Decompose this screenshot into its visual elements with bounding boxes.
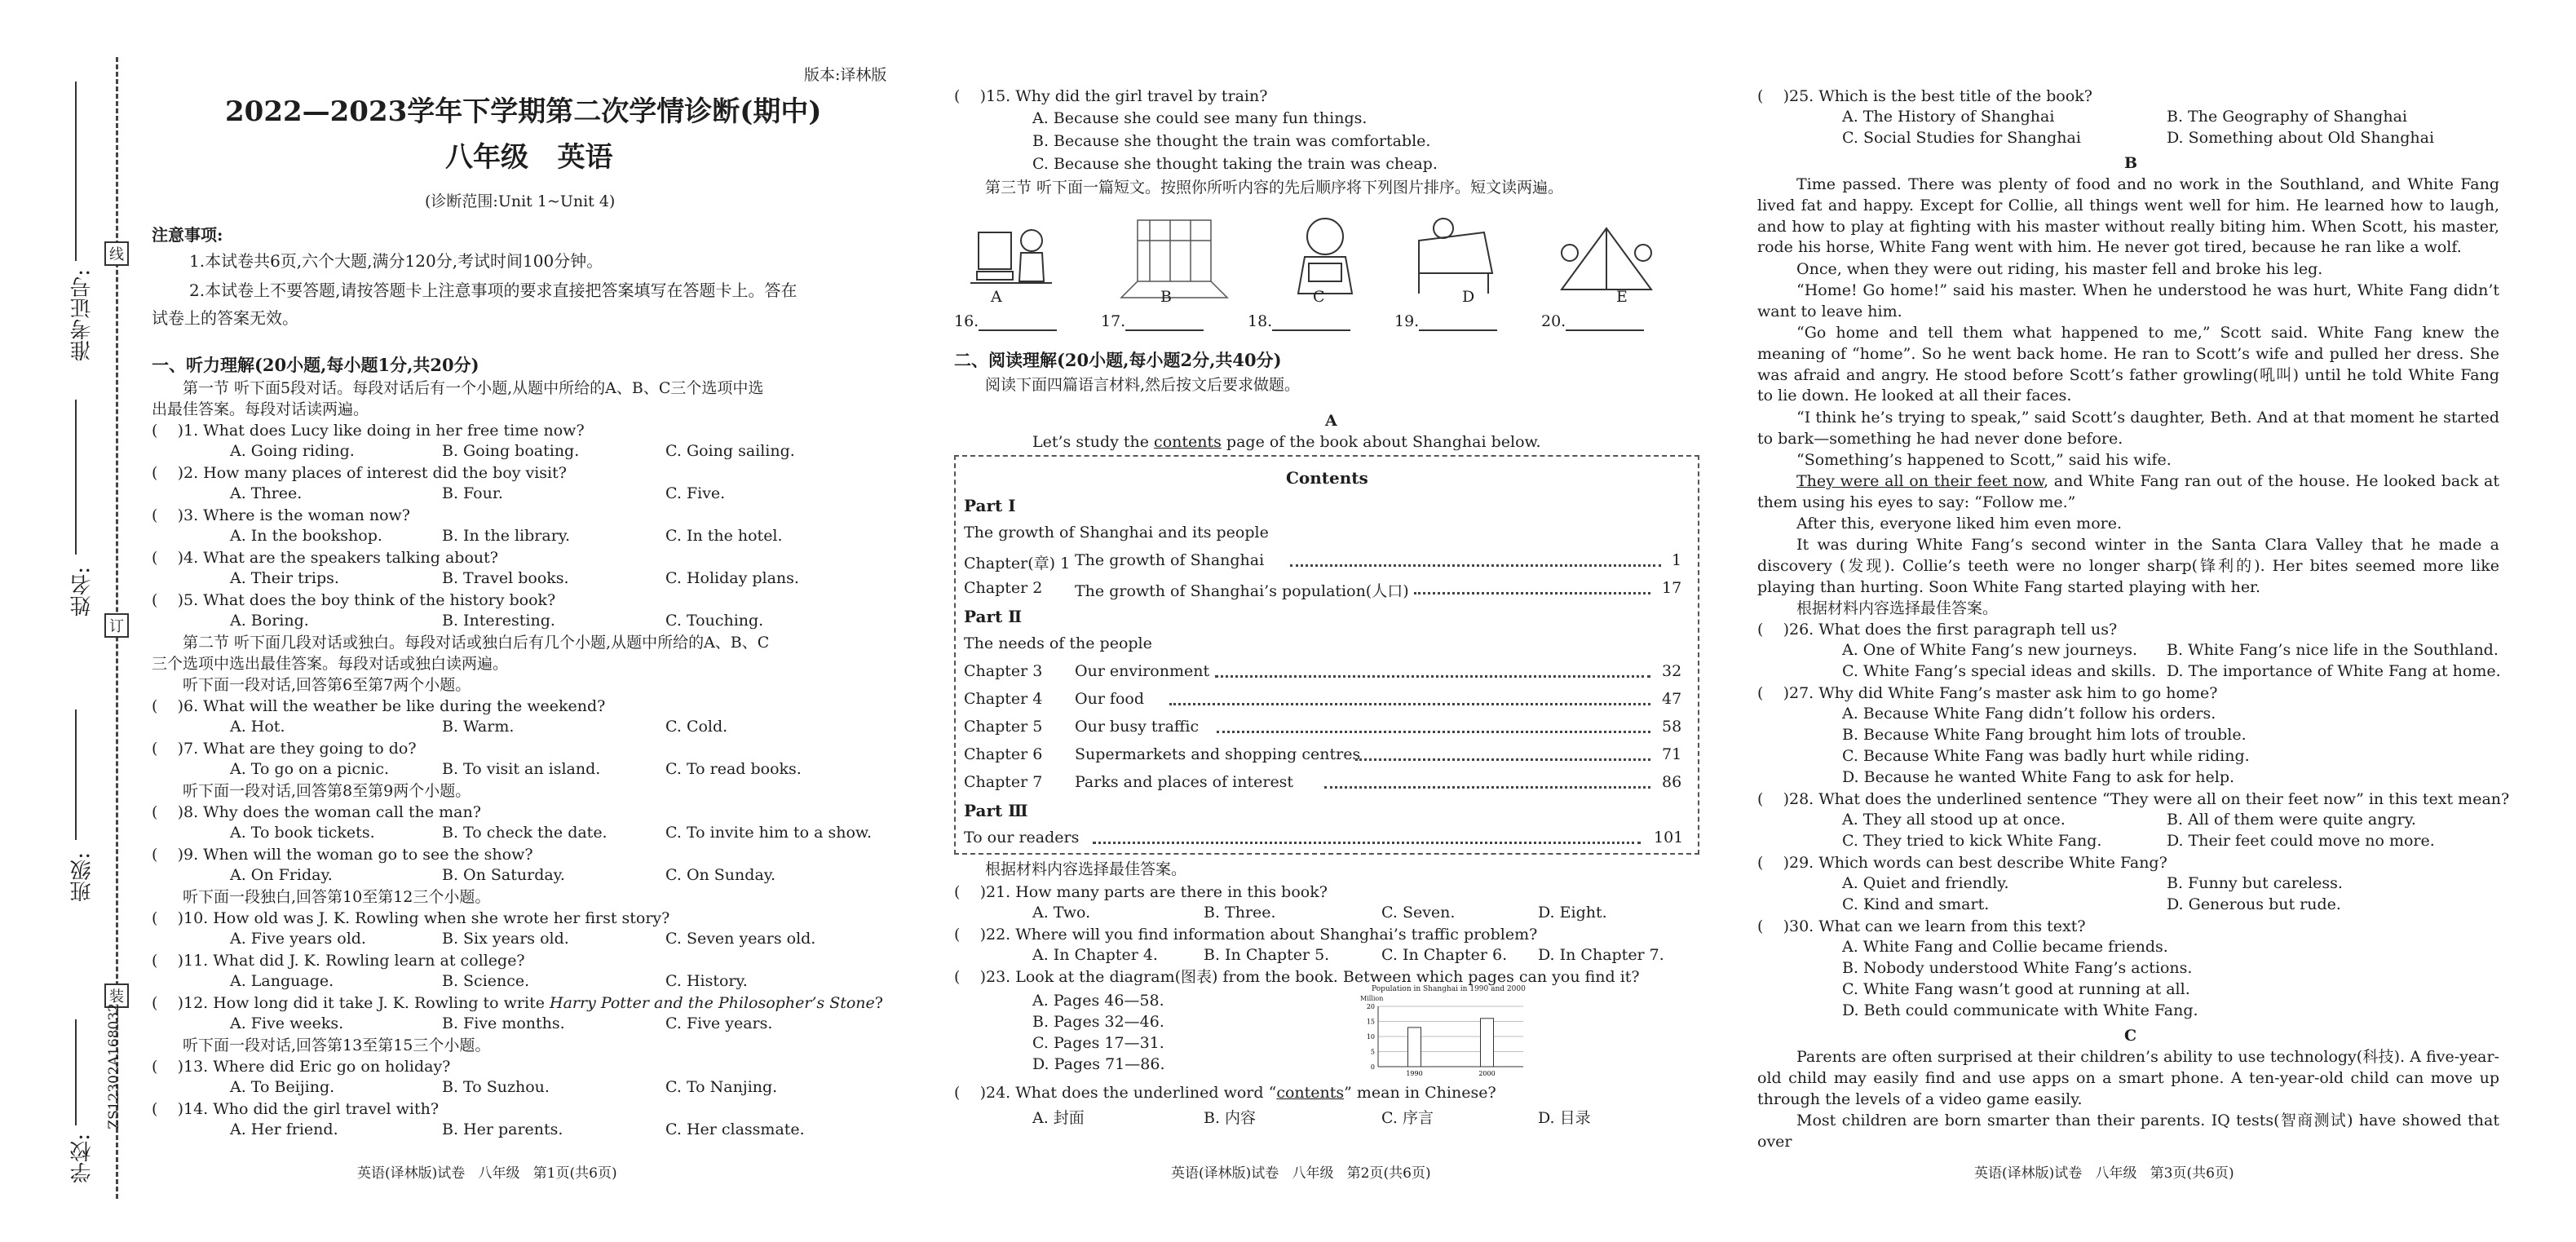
toc-ch7-leader	[1324, 786, 1650, 789]
q24-option-a[interactable]: A. 封面	[1032, 1109, 1085, 1127]
q23-option-c[interactable]: C. Pages 17—31.	[1032, 1034, 1164, 1052]
q24-stem-end: ” mean in Chinese?	[1344, 1084, 1496, 1102]
picture-label-c: C	[1313, 288, 1325, 306]
toc-part-2-desc: The needs of the people	[964, 634, 1152, 652]
q21-option-c[interactable]: C. Seven.	[1381, 904, 1456, 922]
contents-title: Contents	[1286, 468, 1368, 488]
toc-ch7-title[interactable]: Parks and places of interest	[1075, 773, 1294, 791]
diagram-plot	[1360, 1003, 1531, 1081]
note-2: 2.本试卷上不要答题,请按答题卡上注意事项的要求直接把答案填写在答题卡上。答在	[189, 281, 798, 300]
q5-stem: ( )5. What does the boy think of the history book?	[152, 591, 556, 609]
q15-option-b[interactable]: B. Because she thought the train was comfortable.	[1032, 132, 1431, 150]
diagram-title: Population in Shanghai in 1990 and 2000	[1372, 985, 1526, 993]
q9-stem: ( )9. When will the woman go to see the show?	[152, 846, 533, 864]
q13-stem: ( )13. Where did Eric go on holiday?	[152, 1058, 451, 1076]
passage-b-para-7-rest: , and White Fang ran out of the house. He looked back at them using his eyes to say: “Follow me.”	[1757, 472, 2499, 511]
sec2-intro-2: 三个选项中选出最佳答案。每段对话或独白读两遍。	[152, 655, 509, 673]
contents-underlined: contents	[1154, 433, 1222, 451]
q23-option-a[interactable]: A. Pages 46—58.	[1032, 992, 1164, 1010]
passage-a-intro-end: page of the book about Shanghai below.	[1221, 433, 1541, 451]
toc-part-1-desc: The growth of Shanghai and its people	[964, 524, 1269, 541]
q26-stem: ( )26. What does the first paragraph tell us?	[1757, 621, 2118, 639]
toc-readers-page: 101	[1654, 829, 1684, 846]
toc-ch4-page: 47	[1662, 690, 1682, 708]
toc-ch1-title[interactable]: The growth of Shanghai	[1075, 551, 1265, 569]
q6-option-c[interactable]: C. Cold.	[665, 718, 728, 736]
sec2-intro-1: 第二节 听下面几段对话或独白。每段对话或独白后有几个小题,从题中所给的A、B、C	[183, 634, 770, 652]
passage-b-para-6: “Something’s happened to Scott,” said his wife.	[1796, 451, 2172, 469]
q28-option-b[interactable]: B. All of them were quite angry.	[2167, 811, 2416, 829]
toc-ch3-title[interactable]: Our environment	[1075, 662, 1210, 680]
q27-option-d[interactable]: D. Because he wanted White Fang to ask for help.	[1842, 768, 2235, 786]
q30-option-b[interactable]: B. Nobody understood White Fang’s actions.	[1842, 959, 2193, 977]
q11-stem: ( )11. What did J. K. Rowling learn at college?	[152, 952, 525, 970]
q2-option-a[interactable]: A. Three.	[230, 484, 303, 502]
q30-stem: ( )30. What can we learn from this text?	[1757, 917, 2086, 935]
passage-b-para-7	[1757, 471, 2499, 514]
picture-label-a: A	[991, 288, 1002, 306]
diagram-bar	[1408, 1028, 1421, 1067]
sec1-intro-1: 第一节 听下面5段对话。每段对话后有一个小题,从题中所给的A、B、C三个选项中选	[183, 379, 764, 397]
blank-16-label: 16.	[954, 312, 979, 330]
school-label: 学校:	[70, 1134, 95, 1183]
q25-option-b[interactable]: B. The Geography of Shanghai	[2167, 108, 2407, 126]
q26-option-c[interactable]: C. White Fang’s special ideas and skills.	[1842, 662, 2157, 680]
q1-option-c[interactable]: C. Going sailing.	[665, 442, 795, 460]
page-3	[1757, 0, 2508, 1242]
q13-option-c[interactable]: C. To Nanjing.	[665, 1078, 778, 1096]
toc-readers-leader	[1093, 842, 1641, 844]
note-1: 1.本试卷共6页,六个大题,满分120分,考试时间100分钟。	[189, 251, 603, 271]
q4-option-a[interactable]: A. Their trips.	[230, 569, 339, 587]
toc-ch2-leader	[1414, 592, 1650, 594]
q27-option-b[interactable]: B. Because White Fang brought him lots of trouble.	[1842, 726, 2247, 744]
q11-option-c[interactable]: C. History.	[665, 972, 748, 990]
q30-option-d[interactable]: D. Beth could communicate with White Fang.	[1842, 1001, 2198, 1019]
q25-option-a[interactable]: A. The History of Shanghai	[1842, 108, 2055, 126]
toc-ch6-leader	[1355, 758, 1650, 761]
q6-option-a[interactable]: A. Hot.	[230, 718, 285, 736]
q15-stem: ( )15. Why did the girl travel by train?	[954, 87, 1268, 105]
paper-code: ZS12302A168032	[106, 1003, 122, 1129]
q24-stem	[954, 1083, 1496, 1103]
answer-blank-20[interactable]	[1541, 312, 1644, 331]
picture-a-computer	[970, 230, 1052, 283]
passage-a-intro	[1032, 432, 1541, 452]
passage-b-para-4: “Go home and tell them what happened to me,” Scott said. White Fang knew the meaning of “home”. So he went back home. He ran to Scott’s wife and pulled her dress. She was afraid and angry. He stood before Scott’s father growling(吼叫) until he told White Fang to lie down. He looked at all their faces.	[1757, 324, 2499, 405]
contents-box	[954, 455, 1699, 855]
q15-option-a[interactable]: A. Because she could see many fun things.	[1032, 109, 1368, 127]
exam-scope: (诊断范围:Unit 1~Unit 4)	[425, 192, 616, 210]
passage-b-para-9: It was during White Fang’s second winter in the Santa Clara Valley that he made a discovery (发现). Collie’s teeth were no longer sharp(锋利的). Her bites seemed more like playing than hurting. Soon White Fang started playing with her.	[1757, 536, 2499, 596]
q22-option-b[interactable]: B. In Chapter 5.	[1204, 946, 1330, 964]
note-3: 试卷上的答案无效。	[152, 308, 298, 328]
q30-option-a[interactable]: A. White Fang and Collie became friends.	[1842, 938, 2168, 956]
name-label: 姓名:	[70, 567, 95, 617]
diagram-y-tick: 5	[1370, 1048, 1375, 1056]
passage-a-choose: 根据材料内容选择最佳答案。	[985, 860, 1187, 878]
toc-ch4-label: Chapter 4	[964, 690, 1043, 708]
q6-option-b[interactable]: B. Warm.	[442, 718, 515, 736]
passage-b-para-5: “I think he’s trying to speak,” said Scott’s daughter, Beth. And at that moment he started to bark—something he had never done before.	[1757, 409, 2499, 448]
q25-stem: ( )25. Which is the best title of the book?	[1757, 87, 2092, 105]
diagram-bar	[1481, 1019, 1494, 1067]
toc-ch5-title[interactable]: Our busy traffic	[1075, 718, 1200, 736]
q9-option-a[interactable]: A. On Friday.	[230, 866, 333, 884]
binding-margin	[0, 0, 139, 1242]
q28-stem: ( )28. What does the underlined sentence “They were all on their feet now” in this text mean?	[1757, 790, 2510, 808]
toc-ch1-leader	[1290, 564, 1661, 567]
q10-option-b[interactable]: B. Six years old.	[442, 930, 569, 948]
q29-option-b[interactable]: B. Funny but careless.	[2167, 874, 2343, 892]
exam-id-line[interactable]	[75, 82, 77, 261]
diagram-x-label: 1990	[1406, 1070, 1423, 1077]
q12-option-c[interactable]: C. Five years.	[665, 1014, 773, 1032]
q26-option-d[interactable]: D. The importance of White Fang at home.	[2167, 662, 2501, 680]
q30-option-c[interactable]: C. White Fang wasn’t good at running at all.	[1842, 980, 2190, 998]
toc-ch2-label: Chapter 2	[964, 579, 1043, 597]
q9-option-b[interactable]: B. On Saturday.	[442, 866, 565, 884]
q22-stem: ( )22. Where will you find information about Shanghai’s traffic problem?	[954, 926, 1538, 944]
toc-ch6-page: 71	[1662, 745, 1682, 763]
q28-option-a[interactable]: A. They all stood up at once.	[1842, 811, 2066, 829]
q2-stem: ( )2. How many places of interest did the boy visit?	[152, 464, 567, 482]
q5-option-c[interactable]: C. Touching.	[665, 612, 764, 630]
picture-b-city	[1121, 220, 1227, 298]
blank-18-label: 18.	[1248, 312, 1273, 330]
q8-option-a[interactable]: A. To book tickets.	[230, 824, 375, 842]
q9-option-c[interactable]: C. On Sunday.	[665, 866, 776, 884]
footer-page-2: 英语(译林版)试卷 八年级 第2页(共6页)	[1171, 1165, 1431, 1182]
q4-option-c[interactable]: C. Holiday plans.	[665, 569, 799, 587]
edition-label: 版本:译林版	[804, 66, 887, 84]
q21-stem: ( )21. How many parts are there in this book?	[954, 883, 1328, 901]
toc-ch6-title[interactable]: Supermarkets and shopping centres	[1075, 745, 1361, 763]
diagram-y-tick: 10	[1366, 1033, 1375, 1041]
toc-ch1-label: Chapter(章) 1	[964, 555, 1071, 572]
q23-option-d[interactable]: D. Pages 71—86.	[1032, 1055, 1165, 1073]
q12-option-b[interactable]: B. Five months.	[442, 1014, 565, 1032]
toc-readers[interactable]: To our readers	[964, 829, 1080, 846]
answer-blank-17[interactable]	[1101, 312, 1204, 331]
q28-option-c[interactable]: C. They tried to kick White Fang.	[1842, 832, 2102, 850]
class-label: 班级:	[70, 852, 95, 902]
toc-ch2-page: 17	[1662, 579, 1682, 597]
passage-a-intro-text: Let’s study the	[1032, 433, 1155, 451]
q26-option-a[interactable]: A. One of White Fang’s new journeys.	[1842, 641, 2138, 659]
q7-option-c[interactable]: C. To read books.	[665, 760, 802, 778]
q5-option-a[interactable]: A. Boring.	[230, 612, 309, 630]
picture-e-tent	[1562, 228, 1651, 290]
passage-b-para-3: “Home! Go home!” said his master. When he understood he was hurt, White Fang didn’t want to leave him.	[1757, 281, 2499, 320]
part1-heading: 一、听力理解(20小题,每小题1分,共20分)	[152, 355, 479, 375]
diagram-x-label: 2000	[1478, 1070, 1496, 1077]
toc-part-2: Part Ⅱ	[964, 607, 1023, 626]
q23-stem: ( )23. Look at the diagram(图表) from the book. Between which pages can you find it?	[954, 968, 1640, 986]
q27-stem: ( )27. Why did White Fang’s master ask him to go home?	[1757, 684, 2218, 702]
toc-ch3-page: 32	[1662, 662, 1682, 680]
passage-c-para-2: Most children are born smarter than their parents. IQ tests(智商测试) have showed that over	[1757, 1112, 2499, 1151]
underlined-sentence: They were all on their feet now	[1796, 472, 2044, 490]
toc-part-3: Part Ⅲ	[964, 801, 1028, 820]
q14-option-b[interactable]: B. Her parents.	[442, 1120, 563, 1138]
toc-ch4-leader	[1169, 703, 1650, 705]
q29-option-c[interactable]: C. Kind and smart.	[1842, 895, 1990, 913]
q29-option-a[interactable]: A. Quiet and friendly.	[1842, 874, 2009, 892]
diagram-y-tick: 0	[1370, 1063, 1375, 1071]
population-diagram	[1360, 985, 1531, 1081]
q11-option-b[interactable]: B. Science.	[442, 972, 530, 990]
exam-subtitle: 八年级 英语	[445, 141, 613, 174]
q12-stem	[152, 993, 883, 1013]
binding-mark-top: 线	[104, 241, 129, 266]
q24-option-c[interactable]: C. 序言	[1381, 1109, 1434, 1127]
q8-stem: ( )8. Why does the woman call the man?	[152, 803, 481, 821]
q3-option-b[interactable]: B. In the library.	[442, 527, 571, 545]
passage-b-para-1: Time passed. There was plenty of food and no work in the Southland, and White Fang lived fat and happy. Except for Collie, all things went well for him. He learned how to laugh, and how to play at fighting with his master without really biting him. When Scott, his master, rode his horse, White Fang went with him. He never got tired, because he ran like a wolf.	[1757, 175, 2499, 257]
q7-option-b[interactable]: B. To visit an island.	[442, 760, 601, 778]
q24-option-d[interactable]: D. 目录	[1538, 1109, 1591, 1127]
q27-option-c[interactable]: C. Because White Fang was badly hurt while riding.	[1842, 747, 2250, 765]
picture-label-e: E	[1616, 288, 1628, 306]
q24-stem-text: ( )24. What does the underlined word “	[954, 1084, 1277, 1102]
blank-20-label: 20.	[1541, 312, 1566, 330]
footer-page-3: 英语(译林版)试卷 八年级 第3页(共6页)	[1974, 1165, 2234, 1182]
q28-option-d[interactable]: D. Their feet could move no more.	[2167, 832, 2435, 850]
q13-option-a[interactable]: A. To Beijing.	[230, 1078, 335, 1096]
answer-blank-18[interactable]	[1248, 312, 1350, 331]
q6-stem: ( )6. What will the weather be like during the weekend?	[152, 697, 606, 715]
q7-stem: ( )7. What are they going to do?	[152, 740, 417, 758]
q29-stem: ( )29. Which words can best describe White Fang?	[1757, 854, 2167, 872]
q25-option-c[interactable]: C. Social Studies for Shanghai	[1842, 129, 2081, 147]
q11-option-a[interactable]: A. Language.	[230, 972, 334, 990]
toc-part-1: Part Ⅰ	[964, 496, 1016, 515]
toc-ch7-label: Chapter 7	[964, 773, 1043, 791]
q12-book-title: Harry Potter and the Philosopher’s Stone	[550, 994, 875, 1012]
part2-intro: 阅读下面四篇语言材料,然后按文后要求做题。	[985, 376, 1301, 394]
q4-stem: ( )4. What are the speakers talking about?	[152, 549, 498, 567]
q21-option-a[interactable]: A. Two.	[1032, 904, 1091, 922]
page-1	[152, 0, 902, 1242]
q24-option-b[interactable]: B. 内容	[1204, 1109, 1257, 1127]
q5-option-b[interactable]: B. Interesting.	[442, 612, 555, 630]
binding-mark-mid: 订	[104, 613, 129, 638]
q21-option-d[interactable]: D. Eight.	[1538, 904, 1607, 922]
q8-option-b[interactable]: B. To check the date.	[442, 824, 608, 842]
picture-label-d: D	[1462, 288, 1475, 306]
page-2	[954, 0, 1712, 1242]
q7-option-a[interactable]: A. To go on a picnic.	[230, 760, 390, 778]
q3-option-a[interactable]: A. In the bookshop.	[230, 527, 382, 545]
q27-option-a[interactable]: A. Because White Fang didn’t follow his orders.	[1842, 705, 2216, 723]
answer-blank-16[interactable]	[954, 312, 1057, 331]
toc-ch5-leader	[1217, 731, 1650, 733]
answer-blank-19[interactable]	[1394, 312, 1497, 331]
q12-option-a[interactable]: A. Five weeks.	[230, 1014, 344, 1032]
part2-heading: 二、阅读理解(20小题,每小题2分,共40分)	[954, 350, 1282, 370]
dialogue-8-9-intro: 听下面一段对话,回答第8至第9两个小题。	[183, 782, 471, 800]
passage-c-label: C	[2124, 1027, 2137, 1045]
diagram-y-tick: 20	[1366, 1003, 1375, 1010]
school-line[interactable]	[75, 1019, 77, 1125]
q1-option-a[interactable]: A. Going riding.	[230, 442, 355, 460]
name-line[interactable]	[75, 400, 77, 555]
toc-ch5-label: Chapter 5	[964, 718, 1043, 736]
q10-option-c[interactable]: C. Seven years old.	[665, 930, 816, 948]
toc-ch6-label: Chapter 6	[964, 745, 1043, 763]
q25-option-d[interactable]: D. Something about Old Shanghai	[2167, 129, 2435, 147]
footer-page-1: 英语(译林版)试卷 八年级 第1页(共6页)	[357, 1165, 617, 1182]
q22-option-d[interactable]: D. In Chapter 7.	[1538, 946, 1664, 964]
exam-title: 2022—2023学年下学期第二次学情诊断(期中)	[225, 95, 822, 128]
q22-option-a[interactable]: A. In Chapter 4.	[1032, 946, 1158, 964]
q15-option-c[interactable]: C. Because she thought taking the train was cheap.	[1032, 155, 1438, 173]
q22-option-c[interactable]: C. In Chapter 6.	[1381, 946, 1508, 964]
q14-stem: ( )14. Who did the girl travel with?	[152, 1100, 440, 1118]
toc-ch3-leader	[1215, 675, 1650, 678]
picture-c-girl-reading	[1298, 219, 1352, 294]
toc-ch4-title[interactable]: Our food	[1075, 690, 1145, 708]
blank-17-label: 17.	[1101, 312, 1126, 330]
toc-ch5-page: 58	[1662, 718, 1682, 736]
q8-option-c[interactable]: C. To invite him to a show.	[665, 824, 872, 842]
q23-option-b[interactable]: B. Pages 32—46.	[1032, 1013, 1164, 1031]
q29-option-d[interactable]: D. Generous but rude.	[2167, 895, 2341, 913]
q2-option-c[interactable]: C. Five.	[665, 484, 726, 502]
passage-b-label: B	[2124, 154, 2138, 172]
class-line[interactable]	[75, 709, 77, 840]
monologue-10-12-intro: 听下面一段独白,回答第10至第12三个小题。	[183, 888, 491, 906]
sec1-intro-2: 出最佳答案。每段对话读两遍。	[152, 400, 369, 418]
q10-stem: ( )10. How old was J. K. Rowling when she wrote her first story?	[152, 909, 670, 927]
dialogue-6-7-intro: 听下面一段对话,回答第6至第7两个小题。	[183, 676, 471, 694]
sec3-intro: 第三节 听下面一篇短文。按照你所听内容的先后顺序将下列图片排序。短文读两遍。	[985, 179, 1564, 197]
q21-option-b[interactable]: B. Three.	[1204, 904, 1276, 922]
q1-option-b[interactable]: B. Going boating.	[442, 442, 580, 460]
q26-option-b[interactable]: B. White Fang’s nice life in the Southland.	[2167, 641, 2499, 659]
passage-b-para-8: After this, everyone liked him even more.	[1796, 515, 2122, 533]
picture-d-piano	[1419, 219, 1492, 294]
diagram-y-tick: 15	[1366, 1018, 1375, 1026]
passage-b-para-2: Once, when they were out riding, his master fell and broke his leg.	[1796, 260, 2323, 278]
binding-mark-bot: 装	[104, 983, 129, 1008]
passage-a-label: A	[1325, 412, 1337, 430]
q1-stem: ( )1. What does Lucy like doing in her free time now?	[152, 422, 585, 440]
q4-option-b[interactable]: B. Travel books.	[442, 569, 569, 587]
q3-stem: ( )3. Where is the woman now?	[152, 506, 410, 524]
exam-id-label: 准考证号:	[70, 269, 95, 361]
q3-option-c[interactable]: C. In the hotel.	[665, 527, 783, 545]
picture-label-b: B	[1160, 288, 1172, 306]
toc-ch2-title[interactable]: The growth of Shanghai’s population(人口)	[1075, 582, 1409, 600]
blank-19-label: 19.	[1394, 312, 1420, 330]
q24-underlined-word: contents	[1276, 1084, 1345, 1102]
q13-option-b[interactable]: B. To Suzhou.	[442, 1078, 550, 1096]
q10-option-a[interactable]: A. Five years old.	[230, 930, 366, 948]
q14-option-a[interactable]: A. Her friend.	[230, 1120, 338, 1138]
toc-ch3-label: Chapter 3	[964, 662, 1043, 680]
passage-b-choose: 根据材料内容选择最佳答案。	[1796, 599, 1999, 617]
toc-ch7-page: 86	[1662, 773, 1682, 791]
passage-c-para-1: Parents are often surprised at their children’s ability to use technology(科技). A five-year-old child may easily find and use apps on a smart phone. A ten-year-old child can move up through the levels of a video game easily.	[1757, 1048, 2499, 1108]
toc-ch1-page: 1	[1672, 551, 1682, 569]
q12-stem-end: ?	[874, 994, 883, 1012]
notes-heading: 注意事项:	[152, 225, 223, 245]
q12-stem-text: ( )12. How long did it take J. K. Rowling to write	[152, 994, 550, 1012]
q2-option-b[interactable]: B. Four.	[442, 484, 503, 502]
q14-option-c[interactable]: C. Her classmate.	[665, 1120, 805, 1138]
dialogue-13-15-intro: 听下面一段对话,回答第13至第15三个小题。	[183, 1036, 491, 1054]
diagram-unit: Million	[1360, 995, 1384, 1002]
